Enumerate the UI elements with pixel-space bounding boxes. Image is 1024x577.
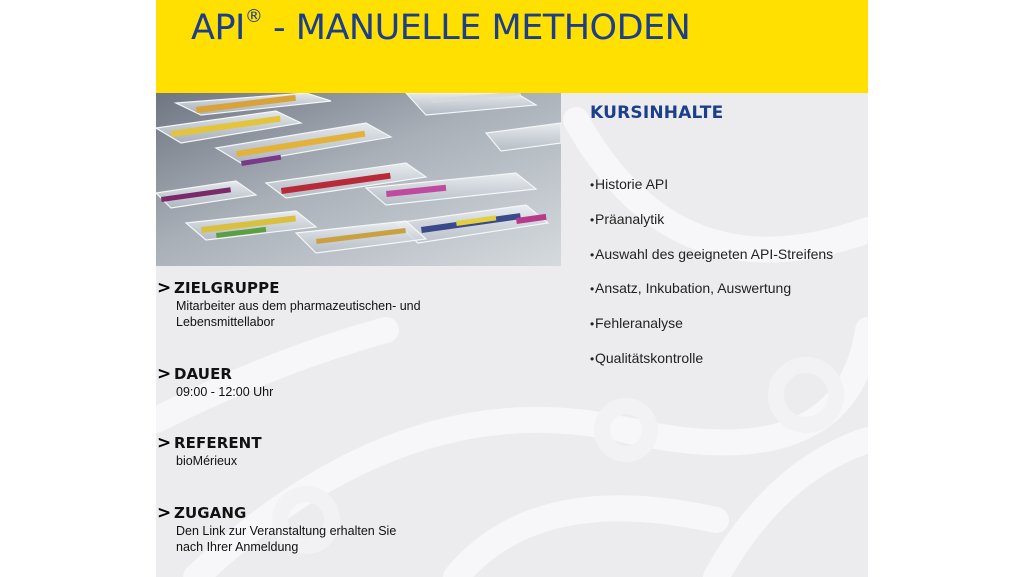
kursinhalte-list — [590, 176, 833, 385]
kursinhalte-column — [590, 103, 865, 366]
title-rest: - MANUELLE METHODEN — [262, 8, 691, 48]
chevron-right-icon: > — [157, 433, 172, 453]
section-dauer — [156, 364, 273, 400]
section-body — [176, 298, 421, 330]
section-zugang — [156, 503, 396, 555]
list-item — [590, 246, 833, 281]
section-body — [176, 384, 273, 400]
chevron-right-icon: > — [157, 278, 172, 298]
api-test-strips-photo — [156, 93, 561, 266]
section-line: Mitarbeiter aus dem pharmazeutischen- und — [176, 299, 421, 313]
bullet-icon: • — [590, 351, 595, 366]
bullet-icon: • — [590, 212, 595, 227]
section-referent — [156, 433, 262, 469]
title-main: API — [191, 8, 245, 48]
bullet-icon: • — [590, 247, 595, 262]
section-title: ZUGANG — [174, 504, 247, 522]
section-body — [176, 523, 396, 555]
bullet-icon: • — [590, 178, 595, 192]
bullet-icon: • — [590, 282, 595, 297]
section-line: Den Link zur Veranstaltung erhalten Sie — [176, 524, 397, 538]
chevron-right-icon: > — [157, 364, 172, 384]
list-item-label: Ansatz, Inkubation, Auswertung — [595, 280, 792, 297]
list-item-label: Auswahl des geeigneten API-Streifens — [595, 245, 834, 262]
section-zielgruppe — [156, 278, 421, 330]
list-item — [590, 211, 833, 246]
section-line: nach Ihrer Anmeldung — [176, 540, 299, 554]
list-item — [590, 315, 833, 350]
header-banner — [156, 0, 868, 93]
section-title: ZIELGRUPPE — [174, 279, 280, 297]
chevron-right-icon: > — [157, 503, 172, 523]
list-item — [590, 176, 833, 211]
list-item — [590, 350, 833, 385]
section-line: bioMérieux — [176, 454, 238, 468]
list-item-label: Qualitätskontrolle — [595, 349, 704, 366]
registered-mark: ® — [244, 6, 263, 28]
page-title — [191, 8, 690, 48]
bullet-icon: • — [590, 317, 595, 332]
section-line: 09:00 - 12:00 Uhr — [176, 385, 274, 399]
list-item-label: Präanalytik — [595, 210, 665, 227]
list-item — [590, 280, 833, 315]
list-item-label: Fehleranalyse — [595, 315, 683, 332]
section-title: REFERENT — [174, 434, 262, 452]
section-body — [176, 453, 262, 469]
list-item-label: Historie API — [595, 176, 669, 192]
section-line: Lebensmittellabor — [176, 315, 275, 329]
section-title: DAUER — [174, 365, 233, 383]
kursinhalte-title: KURSINHALTE — [590, 103, 724, 123]
flyer-slide — [156, 0, 868, 577]
